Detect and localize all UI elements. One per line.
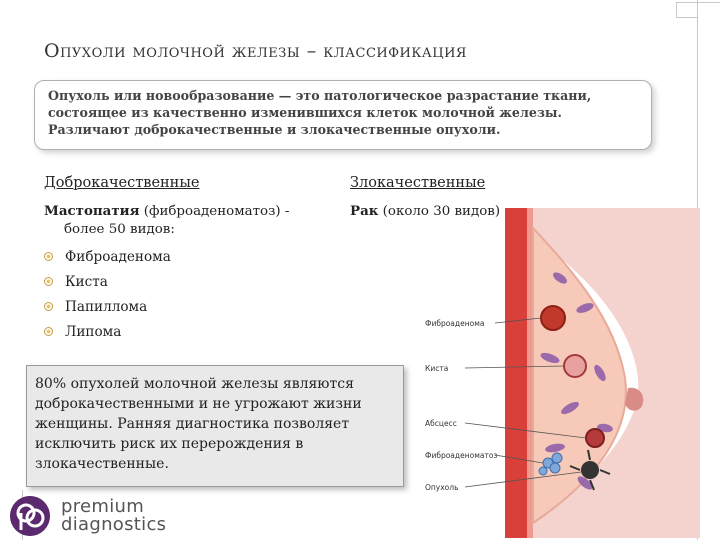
slide-title: Опухоли молочной железы – классификация: [44, 40, 467, 62]
logo: [10, 494, 180, 538]
mastopathy-line-cont: более 50 видов:: [64, 222, 175, 237]
list-item: [44, 269, 171, 294]
list-item-label: Киста: [65, 273, 108, 290]
mastopathy-term: Мастопатия: [44, 203, 140, 219]
illus-label-fibroadenomatosis: Фиброаденоматоз: [425, 451, 498, 460]
list-item-label: Липома: [65, 323, 122, 340]
bullet-icon: [44, 327, 53, 336]
illus-label-cyst: Киста: [425, 364, 449, 373]
list-item: [44, 244, 171, 269]
list-item-label: Папиллома: [65, 298, 148, 315]
definition-text: Опухоль или новообразование — это патологическое разрастание ткани, состоящее из качественно изменившихся клеток молочной железы. Различают доброкачественные и злокачественные опухоли.: [48, 88, 592, 137]
bullet-icon: [44, 252, 53, 261]
frame-line: [676, 2, 720, 3]
mastopathy-line: [44, 203, 289, 219]
bullet-icon: [44, 277, 53, 286]
malignant-heading: Злокачественные: [350, 175, 486, 191]
benign-list: [44, 244, 171, 344]
cancer-term: Рак: [350, 203, 379, 219]
illus-label-fibroadenoma: Фиброаденома: [425, 319, 485, 328]
logo-text: diagnostics: [61, 514, 167, 535]
definition-box: [34, 80, 652, 150]
list-item: [44, 294, 171, 319]
note-box: [26, 365, 404, 487]
bullet-icon: [44, 302, 53, 311]
frame-corner: [676, 2, 698, 18]
chest-wall: [505, 208, 527, 538]
logo-text: premium: [61, 496, 145, 517]
mastopathy-desc: (фиброаденоматоз) -: [139, 204, 290, 219]
breast-illustration: [410, 208, 700, 538]
note-text: 80% опухолей молочной железы являются доброкачественными и не угрожают жизни женщины. Ранняя диагностика позволяет исключить риск их перерождения в злокачественные.: [35, 376, 362, 472]
cancer-desc: (около 30 видов): [378, 204, 501, 219]
premium-diagnostics-logo-icon: [10, 496, 50, 536]
fibroadenoma-mark: [541, 306, 565, 330]
abscess-mark: [586, 429, 604, 447]
list-item-label: Фиброаденома: [65, 248, 171, 265]
illus-label-tumor: Опухоль: [425, 483, 459, 492]
benign-heading: Доброкачественные: [44, 175, 200, 191]
cyst-mark: [564, 355, 586, 377]
illus-label-abscess: Абсцесс: [425, 419, 457, 428]
list-item: [44, 319, 171, 344]
